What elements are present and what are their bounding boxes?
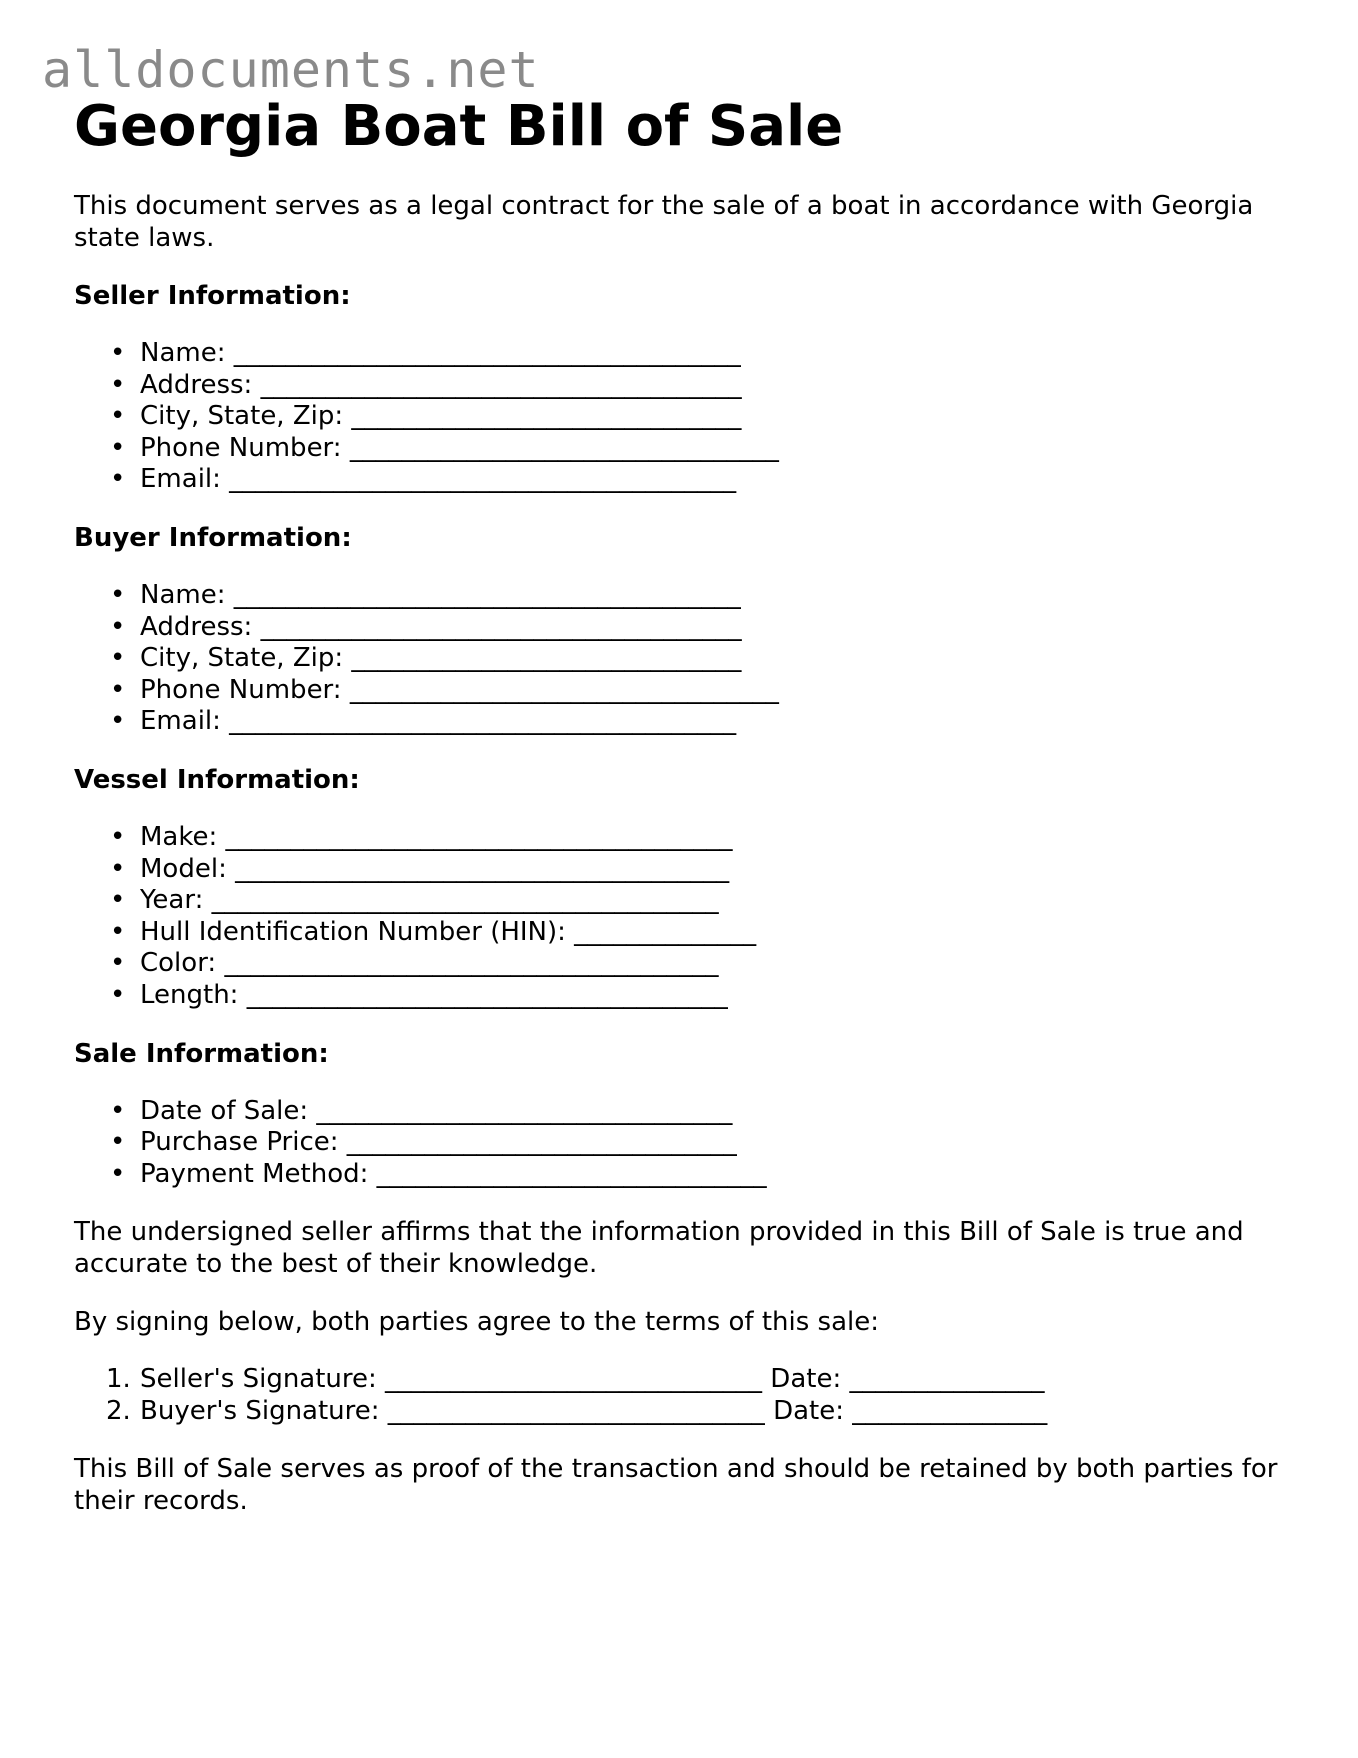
vessel-color-field[interactable]: • Color: ______________________________________ (74, 948, 1294, 980)
seller-email-field[interactable]: • Email: _______________________________________ (74, 464, 1294, 496)
sale-price-field[interactable]: • Purchase Price: ______________________________ (74, 1127, 1294, 1159)
sale-heading: Sale Information: (74, 1038, 329, 1069)
seller-name-field[interactable]: • Name: _______________________________________ (74, 338, 1294, 370)
buyer-list (74, 580, 1294, 738)
vessel-year-field[interactable]: • Year: _______________________________________ (74, 885, 1294, 917)
signature-list (74, 1364, 1294, 1427)
seller-list (74, 338, 1294, 496)
vessel-length-field[interactable]: • Length: _____________________________________ (74, 980, 1294, 1012)
buyer-phone-field[interactable]: • Phone Number: _________________________________ (74, 675, 1294, 707)
sale-date-field[interactable]: • Date of Sale: ________________________________ (74, 1096, 1294, 1128)
buyer-address-field[interactable]: • Address: _____________________________________ (74, 612, 1294, 644)
vessel-heading: Vessel Information: (74, 764, 360, 795)
sale-payment-method-field[interactable]: • Payment Method: ______________________________ (74, 1159, 1294, 1191)
buyer-email-field[interactable]: • Email: _______________________________________ (74, 706, 1294, 738)
buyer-name-field[interactable]: • Name: _______________________________________ (74, 580, 1294, 612)
vessel-hin-field[interactable]: • Hull Identification Number (HIN): ______________ (74, 917, 1294, 949)
page-title: Georgia Boat Bill of Sale (74, 94, 844, 159)
affirmation-paragraph: The undersigned seller affirms that the information provided in this Bill of Sale is true and accurate to the best of their knowledge. (74, 1217, 1244, 1280)
closing-paragraph: This Bill of Sale serves as proof of the transaction and should be retained by both parties for their records. (74, 1454, 1278, 1517)
vessel-make-field[interactable]: • Make: _______________________________________ (74, 822, 1294, 854)
buyer-city-state-zip-field[interactable]: • City, State, Zip: ______________________________ (74, 643, 1294, 675)
sale-list (74, 1096, 1294, 1191)
vessel-list (74, 822, 1294, 1012)
document-body (74, 92, 1294, 1517)
seller-heading: Seller Information: (74, 281, 351, 311)
list-number: 1. (106, 1364, 131, 1395)
vessel-model-field[interactable]: • Model: ______________________________________ (74, 854, 1294, 886)
seller-address-field[interactable]: • Address: _____________________________________ (74, 370, 1294, 402)
seller-signature-line[interactable] (74, 1364, 1294, 1396)
agreement-paragraph: By signing below, both parties agree to the terms of this sale: (74, 1307, 879, 1338)
intro-paragraph: This document serves as a legal contract for the sale of a boat in accordance with Georgia state laws. (74, 191, 1254, 253)
buyer-signature-line[interactable] (74, 1396, 1294, 1428)
buyer-signature-text: Buyer's Signature: _____________________________ Date: _______________ (140, 1395, 1048, 1426)
seller-signature-text: Seller's Signature: _____________________________ Date: _______________ (140, 1364, 1045, 1395)
list-number: 2. (106, 1395, 131, 1426)
buyer-heading: Buyer Information: (74, 522, 352, 553)
seller-city-state-zip-field[interactable]: • City, State, Zip: ______________________________ (74, 401, 1294, 433)
seller-phone-field[interactable]: • Phone Number: _________________________________ (74, 433, 1294, 465)
watermark: alldocuments.net (42, 41, 540, 99)
